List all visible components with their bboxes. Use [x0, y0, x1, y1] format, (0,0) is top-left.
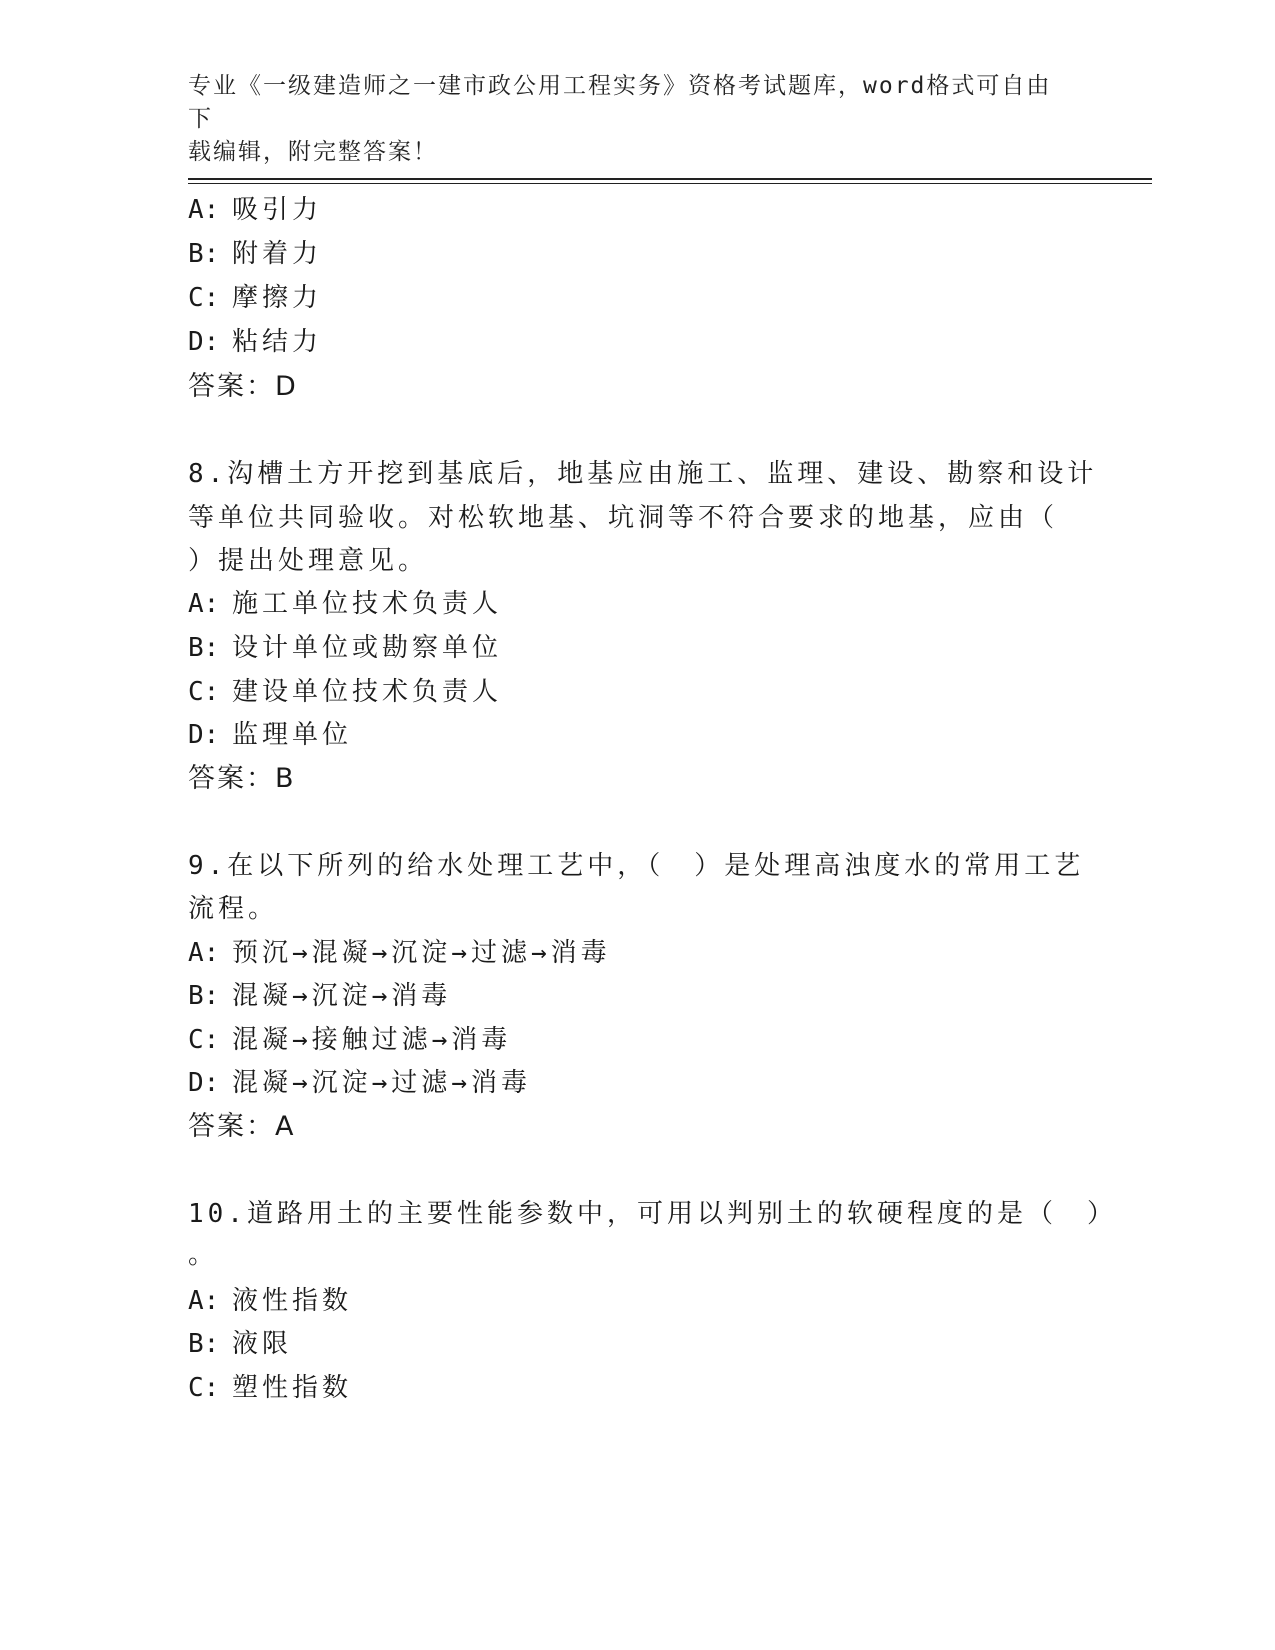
- option-text: 摩擦力: [232, 283, 323, 313]
- option-text: 混凝→沉淀→过滤→消毒: [232, 1068, 531, 1098]
- q8-option-b: [188, 631, 502, 665]
- option-letter: B:: [188, 633, 220, 663]
- q10-option-a: [188, 1284, 352, 1318]
- option-letter: B:: [188, 1329, 220, 1359]
- option-text: 粘结力: [232, 327, 323, 357]
- option-letter: B:: [188, 981, 220, 1011]
- header-line-2: 载编辑，附完整答案！: [188, 139, 438, 165]
- q9-option-a: [188, 936, 611, 970]
- option-letter: A:: [188, 938, 220, 968]
- q10-stem-line-2: 。: [188, 1240, 219, 1270]
- q7-option-c: [188, 281, 322, 315]
- q8-option-d: [188, 718, 352, 752]
- q9-answer: 答案：A: [188, 1111, 296, 1142]
- q7-option-b: [188, 237, 322, 271]
- option-letter: A:: [188, 195, 220, 225]
- option-text: 混凝→沉淀→消毒: [232, 981, 452, 1011]
- q8-stem-line-1: 8.沟槽土方开挖到基底后，地基应由施工、监理、建设、勘察和设计: [188, 459, 1098, 489]
- q8-option-a: [188, 587, 502, 621]
- option-letter: B:: [188, 239, 220, 269]
- q9-stem-line-1: 9.在以下所列的给水处理工艺中，（ ）是处理高浊度水的常用工艺: [188, 851, 1085, 881]
- option-letter: C:: [188, 283, 220, 313]
- q10-option-c: [188, 1371, 352, 1405]
- page-header: [188, 70, 1068, 169]
- option-text: 预沉→混凝→沉淀→过滤→消毒: [232, 938, 611, 968]
- option-letter: D:: [188, 720, 220, 750]
- option-text: 建设单位技术负责人: [232, 677, 503, 707]
- q8-stem-line-2: 等单位共同验收。对松软地基、坑洞等不符合要求的地基，应由（: [188, 503, 1059, 533]
- q8-option-c: [188, 675, 502, 709]
- option-letter: C:: [188, 677, 220, 707]
- q7-answer: 答案：D: [188, 371, 298, 402]
- q9-option-c: [188, 1023, 511, 1057]
- q10-option-b: [188, 1327, 292, 1361]
- option-text: 吸引力: [232, 195, 323, 225]
- q10-stem-line-1: 10.道路用土的主要性能参数中，可用以判别土的软硬程度的是（ ）: [188, 1199, 1117, 1229]
- option-text: 液性指数: [232, 1286, 353, 1316]
- q9-option-d: [188, 1066, 531, 1100]
- q7-option-a: [188, 193, 322, 227]
- q8-stem-line-3: ）提出处理意见。: [188, 546, 429, 576]
- header-divider-thin: [188, 183, 1152, 184]
- option-letter: C:: [188, 1373, 220, 1403]
- option-text: 监理单位: [232, 720, 353, 750]
- option-text: 施工单位技术负责人: [232, 589, 503, 619]
- option-letter: D:: [188, 1068, 220, 1098]
- q7-option-d: [188, 325, 322, 359]
- q9-option-b: [188, 979, 451, 1013]
- option-text: 混凝→接触过滤→消毒: [232, 1025, 512, 1055]
- header-line-1: 专业《一级建造师之一建市政公用工程实务》资格考试题库，word格式可自由下: [188, 73, 1052, 132]
- option-text: 液限: [232, 1329, 293, 1359]
- header-divider-thick: [188, 178, 1152, 180]
- option-text: 附着力: [232, 239, 323, 269]
- q8-answer: 答案：B: [188, 763, 296, 794]
- option-letter: A:: [188, 1286, 220, 1316]
- option-letter: D:: [188, 327, 220, 357]
- option-text: 设计单位或勘察单位: [232, 633, 503, 663]
- option-letter: C:: [188, 1025, 220, 1055]
- option-letter: A:: [188, 589, 220, 619]
- option-text: 塑性指数: [232, 1373, 353, 1403]
- q9-stem-line-2: 流程。: [188, 894, 279, 924]
